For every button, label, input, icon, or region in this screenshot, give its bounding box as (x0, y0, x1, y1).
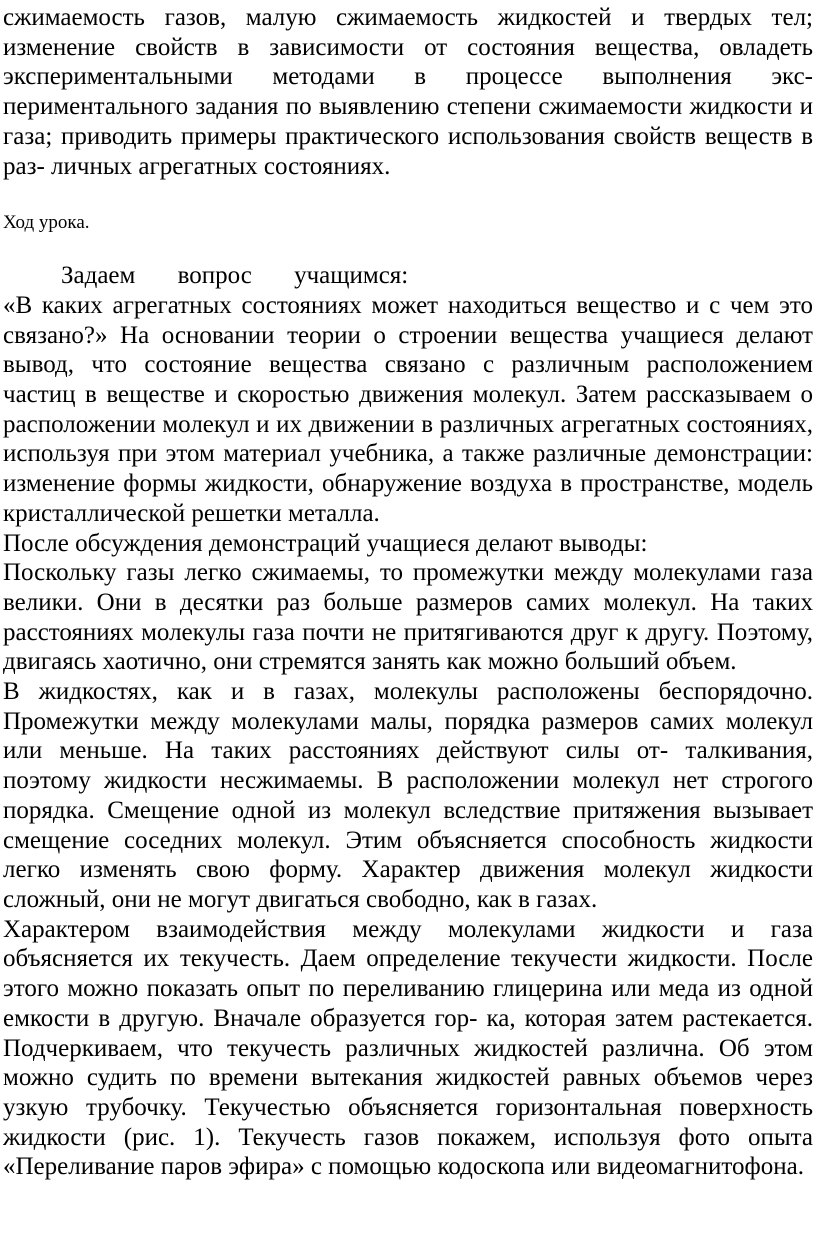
paragraph-question: «В каких агрегатных состояниях может находиться вещество и с чем это связано?» На основании теории о строении вещества учащиеся делают вывод, что состояние вещества связано с различным расположением частиц в веществе и скоростью движения молекул. Затем рассказываем о расположении молекул и их движении в различных агрегатных состояниях, используя при этом материал учебника, а также различные демонстрации: изменение формы жидкости, обнаружение воздуха в пространстве, модель кристаллической решетки металла. (3, 291, 813, 527)
paragraph-liquids: В жидкостях, как и в газах, молекулы расположены беспорядочно. Промежутки между молекулами малы, порядка размеров самих молекул или меньше. На таких расстояниях действуют силы от- талкивания, поэтому жидкости несжимаемы. В расположении молекул нет строгого порядка. Смещение одной из молекул вследствие притяжения вызывает смещение соседних молекул. Этим объясняется способность жидкости легко изменять свою форму. Характер движения молекул жидкости сложный, они не могут двигаться свободно, как в газах. (3, 678, 813, 913)
section-heading: Ход урока. (3, 212, 90, 234)
intro-paragraph: сжимаемость газов, малую сжимаемость жидкостей и твердых тел; изменение свойств в зависимости от состояния вещества, овладеть экспериментальными методами в процессе выполнения экс- периментального задания по выявлению степени сжимаемости жидкости и газа; приводить примеры практического использования свойств веществ в раз- личных агрегатных состояниях. (3, 4, 813, 180)
paragraph-fluidity: Характером взаимодействия между молекулами жидкости и газа объясняется их текучесть. Даем определение текучести жидкости. После этого можно показать опыт по переливанию глицерина или меда из одной емкости в другую. Вначале образуется гор- ка, которая затем растекается. Подчеркиваем, что текучесть различных жидкостей различна. Об этом можно судить по времени вытекания жидкостей равных объемов через узкую трубочку. Текучестью объясняется горизонтальная поверхность жидкости (рис. 1). Текучесть газов покажем, используя фото опыта «Переливание паров эфира» с помощью кодоскопа или видеомагнитофона. (3, 915, 813, 1181)
paragraph-conclusions-intro: После обсуждения демонстраций учащиеся делают выводы: (3, 529, 648, 557)
lead-line: Задаем вопрос учащимся: (61, 262, 409, 290)
paragraph-gases: Поскольку газы легко сжимаемы, то промежутки между молекулами газа велики. Они в десятки раз больше размеров самих молекул. На таких расстояниях молекулы газа почти не притягиваются друг к другу. Поэтому, двигаясь хаотично, они стремятся занять как можно больший объем. (3, 559, 813, 676)
